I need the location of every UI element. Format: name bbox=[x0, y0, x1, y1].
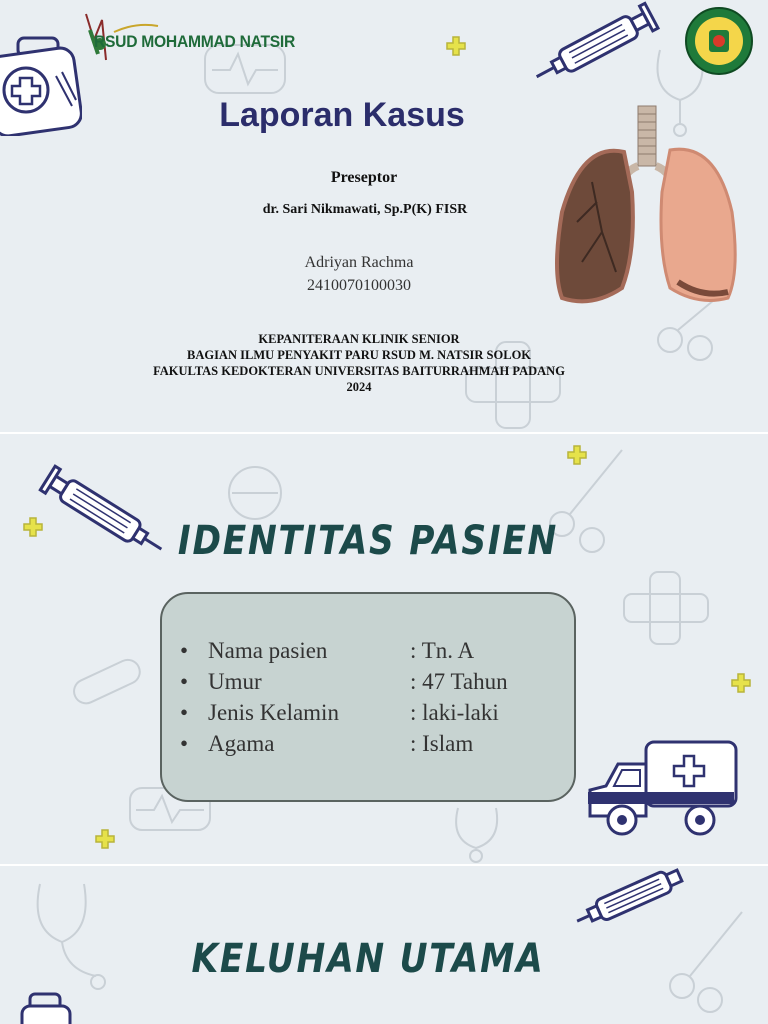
row-value: : Tn. A bbox=[410, 638, 475, 663]
capsule-icon bbox=[66, 650, 146, 714]
row-value: : 47 Tahun bbox=[410, 669, 508, 694]
slide-chief-complaint bbox=[0, 866, 768, 1024]
preseptor-heading: Preseptor bbox=[330, 169, 398, 186]
sparkle-icon bbox=[444, 34, 468, 58]
presentation-title: Laporan Kasus bbox=[219, 96, 465, 134]
ambulance-icon bbox=[584, 734, 744, 842]
logo-swoosh-icon bbox=[112, 22, 160, 34]
institution-block bbox=[0, 331, 718, 395]
syringe-icon bbox=[528, 0, 676, 84]
row-value: : laki-laki bbox=[410, 700, 499, 725]
row-label: Agama bbox=[208, 731, 275, 756]
institution-line: BAGIAN ILMU PENYAKIT PARU RSUD M. NATSIR SOLOK bbox=[186, 348, 532, 362]
medical-kit-icon bbox=[20, 992, 74, 1024]
section-heading: KELUHAN UTAMA bbox=[191, 936, 545, 982]
pill-icon bbox=[226, 464, 284, 522]
row-label: Nama pasien bbox=[208, 638, 328, 663]
slide-cover bbox=[0, 0, 768, 432]
bullet: • bbox=[180, 700, 189, 725]
author-id: 2410070100030 bbox=[307, 277, 411, 294]
university-seal-icon bbox=[684, 6, 754, 76]
sparkle-icon bbox=[94, 828, 116, 850]
stethoscope-icon bbox=[446, 804, 512, 864]
institution-year: 2024 bbox=[346, 380, 372, 394]
preseptor-name: dr. Sari Nikmawati, Sp.P(K) FISR bbox=[262, 202, 468, 217]
bullet: • bbox=[180, 638, 189, 663]
syringe-icon bbox=[572, 866, 700, 926]
row-value: : Islam bbox=[410, 731, 474, 756]
row-label: Umur bbox=[208, 669, 262, 694]
author-name: Adriyan Rachma bbox=[304, 254, 414, 271]
sparkle-icon bbox=[22, 516, 44, 538]
sparkle-icon bbox=[566, 444, 588, 466]
slide-patient-identity bbox=[0, 434, 768, 864]
institution-line: FAKULTAS KEDOKTERAN UNIVERSITAS BAITURRAHMAH PADANG bbox=[153, 364, 565, 378]
patient-identity-card bbox=[160, 592, 576, 802]
sparkle-icon bbox=[730, 672, 752, 694]
hospital-logo-text: RSUD MOHAMMAD NATSIR bbox=[94, 32, 295, 51]
section-heading: IDENTITAS PASIEN bbox=[177, 518, 559, 564]
bullet: • bbox=[180, 731, 189, 756]
row-label: Jenis Kelamin bbox=[208, 700, 339, 725]
institution-line: KEPANITERAAN KLINIK SENIOR bbox=[258, 332, 460, 346]
bullet: • bbox=[180, 669, 189, 694]
bandage-icon bbox=[620, 568, 712, 648]
